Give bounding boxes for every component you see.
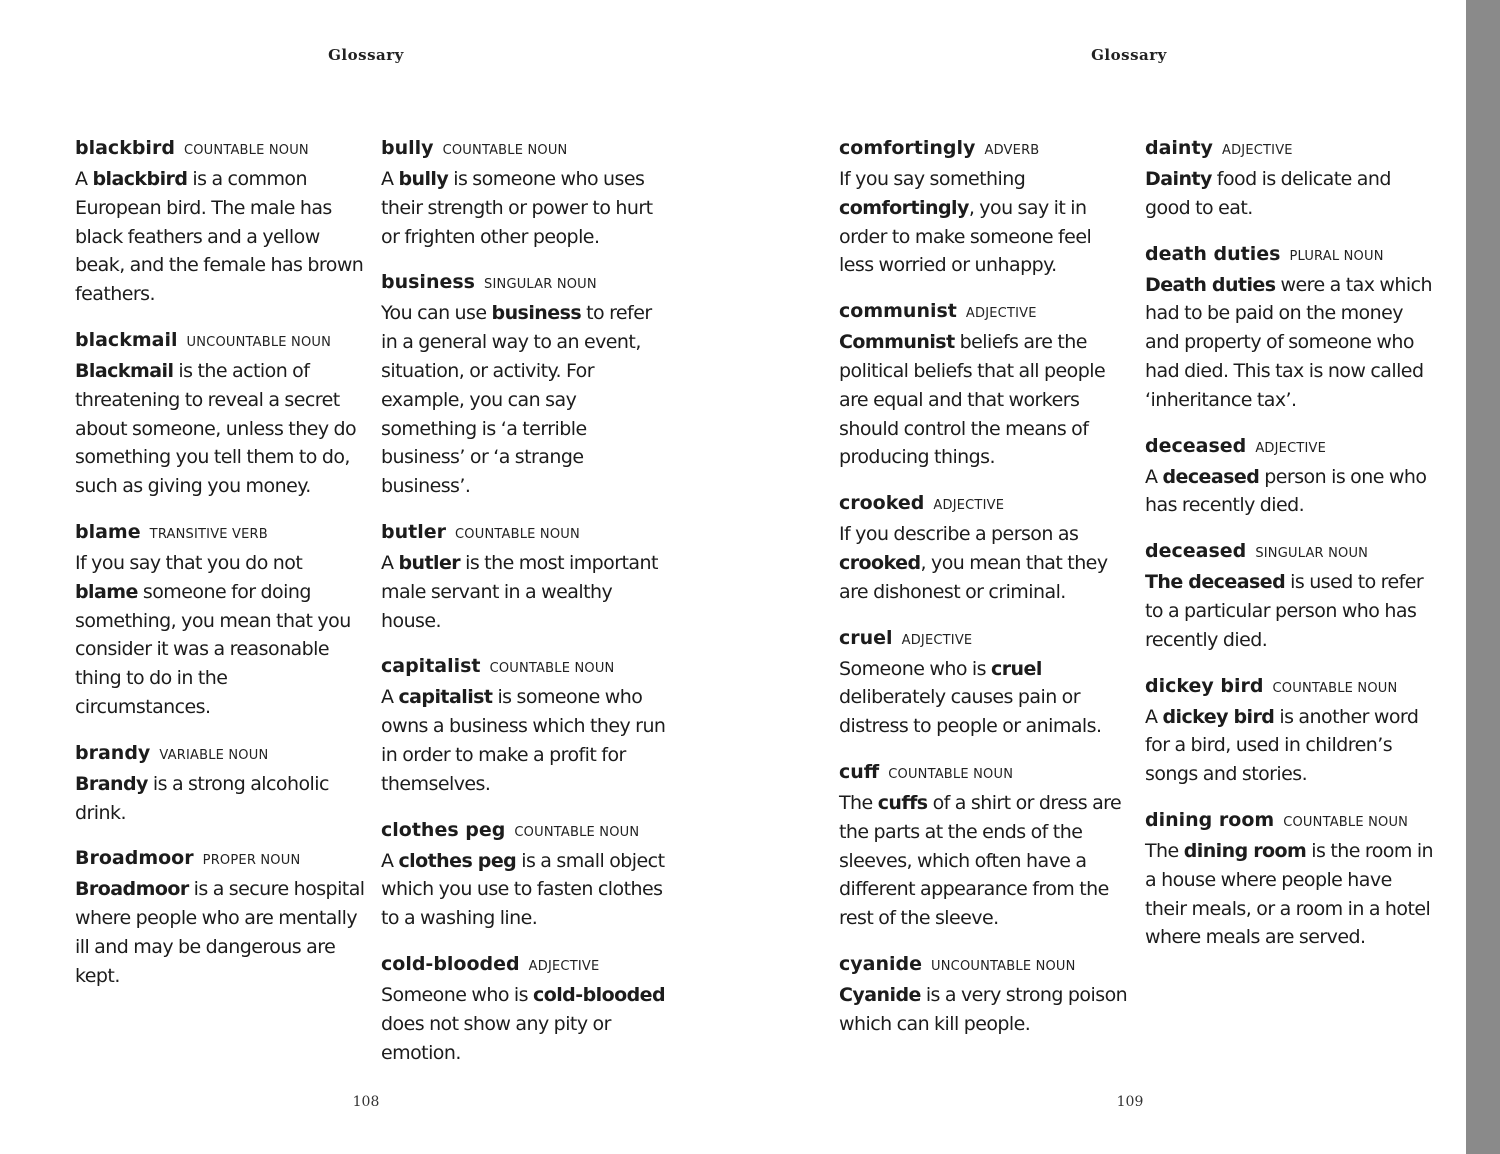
defined-term: butler [398,551,461,574]
headword: dining room [1145,808,1275,831]
definition-text: , you say it in order to make someone feel less worried or unhappy. [839,196,1092,277]
running-header: Glossary [1091,46,1167,64]
definition-text: is someone who uses their strength or power to hurt or frighten other people. [381,168,653,248]
part-of-speech: COUNTABLE NOUN [514,824,640,840]
definition-text: is a strong alcoholic drink. [75,772,329,824]
part-of-speech: ADJECTIVE [965,306,1037,322]
definition [839,328,1129,472]
definition [75,357,365,501]
definition-text: If you describe a person as [839,523,1079,546]
entry-heading [381,816,671,847]
headword: cuff [839,760,880,783]
part-of-speech: PLURAL NOUN [1289,248,1384,264]
part-of-speech: COUNTABLE NOUN [183,143,309,158]
defined-term: dining room [1183,839,1307,862]
entry-heading [1145,134,1435,165]
entry-heading [1145,806,1435,837]
headword: blackmail [75,328,178,351]
headword: dainty [1145,137,1213,159]
headword: deceased [1145,540,1247,563]
entry-heading [839,134,1129,165]
part-of-speech: COUNTABLE NOUN [1272,680,1398,696]
entry-heading [839,489,1129,520]
definition-text: Someone who is [381,983,533,1006]
definition [1145,463,1435,521]
entry-heading [839,758,1129,789]
definition [839,165,1129,280]
definition-text: A [381,686,399,709]
glossary-entry [75,326,365,501]
definition [839,981,1129,1039]
headword: cruel [839,626,893,649]
defined-term: dickey bird [1162,705,1275,728]
definition-text: A [381,168,399,190]
page-number: 109 [1116,1094,1144,1110]
headword: butler [381,520,446,543]
glossary-entry [1145,134,1435,223]
definition [381,299,671,501]
defined-term: Cyanide [839,983,921,1006]
glossary-entry [381,268,671,501]
part-of-speech: COUNTABLE NOUN [1283,814,1409,830]
definition-text: A [75,168,93,190]
definition [75,165,365,309]
part-of-speech: SINGULAR NOUN [1255,546,1369,562]
defined-term: clothes peg [398,849,517,872]
headword: capitalist [381,655,481,678]
definition-text: If you say that you do not [75,551,303,574]
definition-text: is a common European bird. The male has black feathers and a yellow beak, and the female has brown feathers. [75,168,364,306]
definition-text: A [381,849,399,872]
definition-text: does not show any pity or emotion. [381,1012,611,1064]
entry-heading [839,624,1129,655]
definition [381,165,671,251]
definition [839,520,1129,606]
defined-term: Communist [839,331,955,354]
entry-heading [75,134,365,165]
headword: business [381,271,475,294]
definition [381,981,671,1067]
definition-text: were a tax which had to be paid on the money and property of someone who had died. This tax is now called ‘inheritance tax’. [1145,273,1432,411]
definition-text: A [1145,705,1163,728]
definition-text: to refer in a general way to an event, situation, or activity. For example, you can say something is ‘a terrible business’ or ‘a strange business’. [381,302,652,498]
part-of-speech: ADJECTIVE [901,632,973,648]
headword: communist [839,300,957,323]
glossary-column [1145,134,1435,969]
definition [75,875,365,990]
glossary-entry [381,652,671,798]
definition-text: You can use [381,302,492,325]
headword: bully [381,137,434,159]
definition-text: is the action of threatening to reveal a secret about someone, unless they do something you tell them to do, such as giving you money. [75,359,357,498]
defined-term: Dainty [1145,168,1212,190]
headword: comfortingly [839,137,976,159]
definition-text: is a very strong poison which can kill people. [839,983,1128,1035]
entry-heading [381,134,671,165]
entry-heading [1145,432,1435,463]
part-of-speech: ADJECTIVE [933,498,1005,514]
part-of-speech: PROPER NOUN [202,853,301,869]
headword: crooked [839,492,925,515]
headword: deceased [1145,434,1247,457]
definition [1145,568,1435,654]
definition-text: beliefs are the political beliefs that all people are equal and that workers should control the means of producing things. [839,331,1106,469]
part-of-speech: VARIABLE NOUN [159,747,269,763]
entry-heading [381,518,671,549]
glossary-column [839,134,1129,1056]
definition-text: is someone who owns a business which they run in order to make a profit for themselves. [381,686,666,795]
definition-text: The [1145,839,1184,862]
definition [1145,703,1435,789]
entry-heading [75,844,365,875]
definition-text: food is delicate and good to eat. [1145,168,1391,219]
definition-text: is used to refer to a particular person who has recently died. [1145,571,1424,651]
entry-heading [381,268,671,299]
part-of-speech: COUNTABLE NOUN [455,526,580,542]
definition-text: , you mean that they are dishonest or criminal. [839,551,1108,603]
defined-term: bully [398,168,449,190]
definition-text: is a secure hospital where people who are mentally ill and may be dangerous are kept. [75,878,365,987]
part-of-speech: SINGULAR NOUN [484,277,597,293]
defined-term: Death duties [1145,273,1276,296]
headword: brandy [75,741,151,764]
entry-heading [75,739,365,770]
part-of-speech: COUNTABLE NOUN [489,661,615,677]
definition-text: is another word for a bird, used in children’s songs and stories. [1145,705,1419,786]
definition [75,770,365,828]
glossary-entry [75,844,365,990]
definition [381,549,671,635]
defined-term: The deceased [1145,571,1286,594]
entry-heading [75,518,365,549]
entry-heading [381,652,671,683]
definition [1145,271,1435,415]
entry-heading [839,950,1129,981]
definition-text: A [381,551,399,574]
definition-text: If you say something [839,168,1026,190]
part-of-speech: ADJECTIVE [1255,440,1327,456]
definition [75,549,365,722]
glossary-entry [839,624,1129,741]
glossary-entry [1145,240,1435,415]
glossary-entry [381,816,671,933]
headword: blackbird [75,137,175,159]
defined-term: comfortingly [839,196,969,219]
entry-heading [1145,537,1435,568]
part-of-speech: TRANSITIVE VERB [149,526,268,542]
headword: dickey bird [1145,674,1264,697]
defined-term: cuffs [877,791,928,814]
headword: cyanide [839,952,922,975]
defined-term: cruel [991,657,1042,680]
glossary-entry [1145,806,1435,952]
part-of-speech: COUNTABLE NOUN [888,766,1014,782]
defined-term: capitalist [398,686,493,709]
entry-heading [839,297,1129,328]
glossary-entry [381,134,671,251]
glossary-entry [381,518,671,635]
page-number: 108 [352,1094,380,1110]
glossary-entry [75,134,365,309]
definition-text: is a small object which you use to fasten clothes to a washing line. [381,849,665,930]
defined-term: Broadmoor [75,878,189,901]
definition [839,789,1129,933]
glossary-column [381,134,671,1084]
entry-heading [1145,672,1435,703]
definition-text: Someone who is [839,657,991,680]
defined-term: cold-blooded [533,983,666,1006]
defined-term: Blackmail [75,359,174,382]
defined-term: blame [75,580,138,603]
glossary-entry [839,297,1129,472]
glossary-entry [75,739,365,828]
definition [1145,165,1435,223]
glossary-entry [75,518,365,722]
glossary-entry [1145,537,1435,654]
defined-term: blackbird [92,168,188,190]
right-page [750,0,1466,1154]
definition [381,847,671,933]
part-of-speech: COUNTABLE NOUN [442,143,568,158]
definition-text: A [1145,465,1163,488]
definition-text: of a shirt or dress are the parts at the ends of the sleeves, which often have a different appearance from the rest of the sleeve. [839,791,1122,930]
glossary-entry [839,489,1129,606]
page-edge [1466,0,1500,1154]
glossary-entry [839,758,1129,933]
glossary-entry [839,134,1129,280]
headword: blame [75,520,141,543]
defined-term: crooked [839,551,921,574]
glossary-entry [1145,432,1435,521]
definition-text: is the most important male servant in a wealthy house. [381,551,658,632]
running-header: Glossary [328,46,404,64]
definition-text: deliberately causes pain or distress to people or animals. [839,686,1102,738]
headword: Broadmoor [75,847,194,870]
part-of-speech: ADJECTIVE [1221,143,1293,158]
glossary-entry [1145,672,1435,789]
glossary-column [75,134,365,1008]
entry-heading [381,950,671,981]
definition [839,655,1129,741]
defined-term: business [491,302,582,325]
headword: cold-blooded [381,952,520,975]
defined-term: Brandy [75,772,148,795]
definition-text: person is one who has recently died. [1145,465,1427,517]
headword: death duties [1145,242,1281,265]
definition-text: The [839,791,878,814]
entry-heading [75,326,365,357]
glossary-entry [381,950,671,1067]
definition [381,683,671,798]
glossary-entry [839,950,1129,1039]
defined-term: deceased [1162,465,1260,488]
part-of-speech: ADJECTIVE [528,958,600,974]
definition [1145,837,1435,952]
part-of-speech: UNCOUNTABLE NOUN [186,334,332,350]
definition-text: someone for doing something, you mean that you consider it was a reasonable thing to do in the circumstances. [75,580,351,718]
definition-text: is the room in a house where people have their meals, or a room in a hotel where meals are served. [1145,839,1434,949]
part-of-speech: ADVERB [984,143,1040,158]
entry-heading [1145,240,1435,271]
part-of-speech: UNCOUNTABLE NOUN [931,958,1076,974]
headword: clothes peg [381,818,506,841]
